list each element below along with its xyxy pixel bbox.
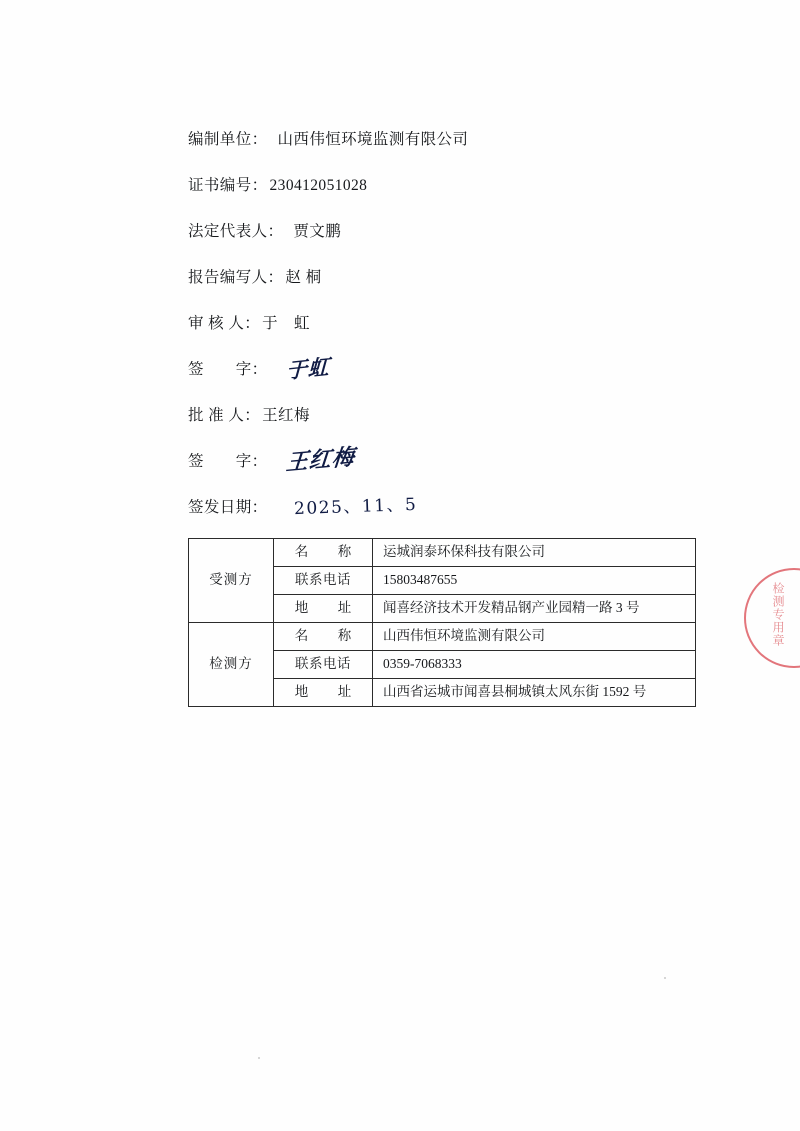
party-field-value: 运城润泰环保科技有限公司 bbox=[373, 539, 696, 567]
info-value: 贾文鹏 bbox=[293, 223, 342, 240]
party-field-value: 15803487655 bbox=[373, 567, 696, 595]
info-row-legal-representative bbox=[188, 195, 708, 241]
seal-text: 检测专用章 bbox=[771, 582, 785, 647]
info-label: 签 字： bbox=[188, 453, 268, 470]
party-field-key: 地 址 bbox=[274, 595, 373, 623]
table-row bbox=[189, 539, 696, 567]
info-label: 报告编写人： bbox=[188, 269, 284, 286]
issue-date-handwritten: 2025、11、5 bbox=[293, 494, 418, 520]
party-field-value: 山西伟恒环境监测有限公司 bbox=[373, 623, 696, 651]
party-side-label: 受测方 bbox=[189, 539, 274, 623]
party-field-key: 联系电话 bbox=[274, 567, 373, 595]
info-label: 证书编号： bbox=[188, 177, 268, 194]
scan-speck bbox=[258, 1057, 260, 1059]
parties-table bbox=[188, 538, 696, 707]
info-row-compiling-unit bbox=[188, 103, 708, 149]
info-value: 山西伟恒环境监测有限公司 bbox=[277, 131, 469, 148]
info-label: 签 字： bbox=[188, 361, 268, 378]
info-row-approver-signature bbox=[188, 425, 708, 477]
info-value: 王红梅 bbox=[262, 407, 310, 424]
info-row-certificate-number bbox=[188, 149, 708, 195]
info-label: 审 核 人： bbox=[188, 315, 261, 332]
info-row-issue-date bbox=[188, 471, 708, 520]
reviewer-signature-mark: 于虹 bbox=[285, 353, 330, 384]
info-label: 编制单位： bbox=[188, 131, 268, 148]
info-value: 赵 桐 bbox=[285, 269, 322, 286]
party-field-value: 0359-7068333 bbox=[373, 651, 696, 679]
info-row-report-writer bbox=[188, 241, 708, 287]
party-field-value: 闻喜经济技术开发精品钢产业园精一路 3 号 bbox=[373, 595, 696, 623]
info-row-approver bbox=[188, 379, 708, 425]
party-field-key: 名 称 bbox=[274, 623, 373, 651]
info-value: 于 虹 bbox=[262, 315, 310, 332]
scan-speck bbox=[664, 977, 666, 979]
info-row-reviewer-signature bbox=[188, 333, 708, 384]
party-side-label: 检测方 bbox=[189, 623, 274, 707]
party-field-key: 地 址 bbox=[274, 679, 373, 707]
party-field-key: 名 称 bbox=[274, 539, 373, 567]
red-seal-stamp bbox=[744, 568, 800, 668]
info-label: 批 准 人： bbox=[188, 407, 261, 424]
party-field-key: 联系电话 bbox=[274, 651, 373, 679]
info-row-reviewer bbox=[188, 287, 708, 333]
info-label: 签发日期： bbox=[188, 499, 268, 516]
report-info-block bbox=[188, 103, 708, 520]
info-label: 法定代表人： bbox=[188, 223, 284, 240]
info-value: 230412051028 bbox=[269, 177, 368, 194]
table-row bbox=[189, 623, 696, 651]
approver-signature-mark: 王红梅 bbox=[284, 443, 356, 477]
party-field-value: 山西省运城市闻喜县桐城镇太风东街 1592 号 bbox=[373, 679, 696, 707]
